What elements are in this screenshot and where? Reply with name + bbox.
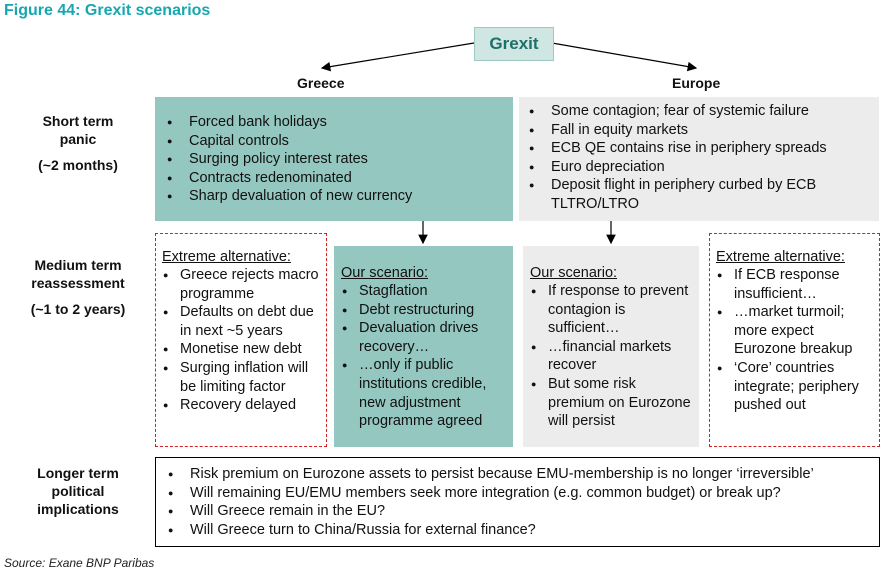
row-head-line: reassessment: [31, 275, 125, 291]
longer-term-list: [166, 465, 879, 539]
list-item: ● Debt restructuring: [341, 301, 509, 320]
list-item: ● Greece rejects macro programme: [162, 266, 326, 303]
list-item: ● Will Greece turn to China/Russia for external finance?: [166, 521, 879, 540]
greece-our-scenario-box: [334, 246, 513, 447]
list-item: ● Surging inflation will be limiting factor: [162, 359, 326, 396]
short-term-greece-box: [155, 97, 513, 221]
list-item: ● Euro depreciation: [527, 158, 871, 177]
list-item: ● …only if public institutions credible, new adjustment programme agreed: [341, 356, 509, 430]
list-item: ● Will remaining EU/EMU members seek more integration (e.g. common budget) or break up?: [166, 484, 879, 503]
arrow-to-greece: [322, 43, 474, 68]
list-item: ● …market turmoil; more expect Eurozone breakup: [716, 303, 877, 359]
column-head-europe: Europe: [672, 75, 721, 91]
list-item: ● ‘Core’ countries integrate; periphery pushed out: [716, 359, 877, 415]
list-item: ● ECB QE contains rise in periphery spreads: [527, 139, 871, 158]
list-item: ● But some risk premium on Eurozone will persist: [530, 375, 695, 431]
row-head-line: (~1 to 2 years): [30, 301, 126, 317]
longer-term-box: [155, 457, 880, 547]
list-item: ● Monetise new debt: [162, 340, 326, 359]
grexit-root-box: Grexit: [474, 27, 554, 61]
list-item: ● Sharp devaluation of new currency: [165, 187, 513, 206]
list-item: ● Surging policy interest rates: [165, 150, 513, 169]
row-head-line: Longer term: [37, 465, 119, 481]
list-item: ● If ECB response insufficient…: [716, 266, 877, 303]
row-head-line: Medium term: [34, 257, 122, 273]
europe-extreme-heading: Extreme alternative:: [716, 249, 845, 265]
greece-extreme-heading: Extreme alternative:: [162, 249, 291, 265]
list-item: ● If response to prevent contagion is sufficient…: [530, 282, 695, 338]
list-item: ● Fall in equity markets: [527, 121, 871, 140]
list-item: ● Deposit flight in periphery curbed by ECB TLTRO/LTRO: [527, 176, 871, 213]
list-item: ● …financial markets recover: [530, 338, 695, 375]
row-head-medium-term: [14, 256, 142, 318]
list-item: ● Some contagion; fear of systemic failure: [527, 102, 871, 121]
list-item: ● Recovery delayed: [162, 396, 326, 415]
list-item: ● Will Greece remain in the EU?: [166, 502, 879, 521]
europe-our-scenario-box: [523, 246, 699, 447]
list-item: ● Forced bank holidays: [165, 113, 513, 132]
list-item: ● Risk premium on Eurozone assets to persist because EMU-membership is no longer ‘irreversible’: [166, 465, 879, 484]
row-head-line: (~2 months): [38, 157, 118, 173]
arrow-to-europe: [552, 43, 696, 68]
list-item: ● Devaluation drives recovery…: [341, 319, 509, 356]
europe-our-scenario-heading: Our scenario:: [530, 265, 618, 281]
row-head-line: political: [51, 483, 105, 499]
short-term-europe-box: [519, 97, 879, 221]
list-item: ● Defaults on debt due in next ~5 years: [162, 303, 326, 340]
europe-our-scenario-list: [530, 282, 695, 431]
europe-extreme-list: [716, 266, 877, 415]
figure-title: Figure 44: Grexit scenarios: [4, 2, 211, 19]
column-head-greece: Greece: [297, 75, 345, 91]
row-head-line: panic: [59, 131, 97, 147]
row-head-line: Short term: [42, 113, 114, 129]
greece-our-scenario-list: [341, 282, 509, 431]
short-term-greece-list: [165, 113, 513, 206]
short-term-europe-list: [527, 102, 871, 214]
list-item: ● Capital controls: [165, 132, 513, 151]
source-note: Source: Exane BNP Paribas: [4, 556, 155, 570]
greece-our-scenario-heading: Our scenario:: [341, 265, 429, 281]
list-item: ● Stagflation: [341, 282, 509, 301]
row-head-line: implications: [37, 501, 119, 517]
greece-extreme-list: [162, 266, 326, 415]
greece-extreme-box: [155, 233, 327, 447]
row-head-longer-term: [14, 464, 142, 518]
list-item: ● Contracts redenominated: [165, 169, 513, 188]
europe-extreme-box: [709, 233, 880, 447]
row-head-short-term: [14, 112, 142, 174]
